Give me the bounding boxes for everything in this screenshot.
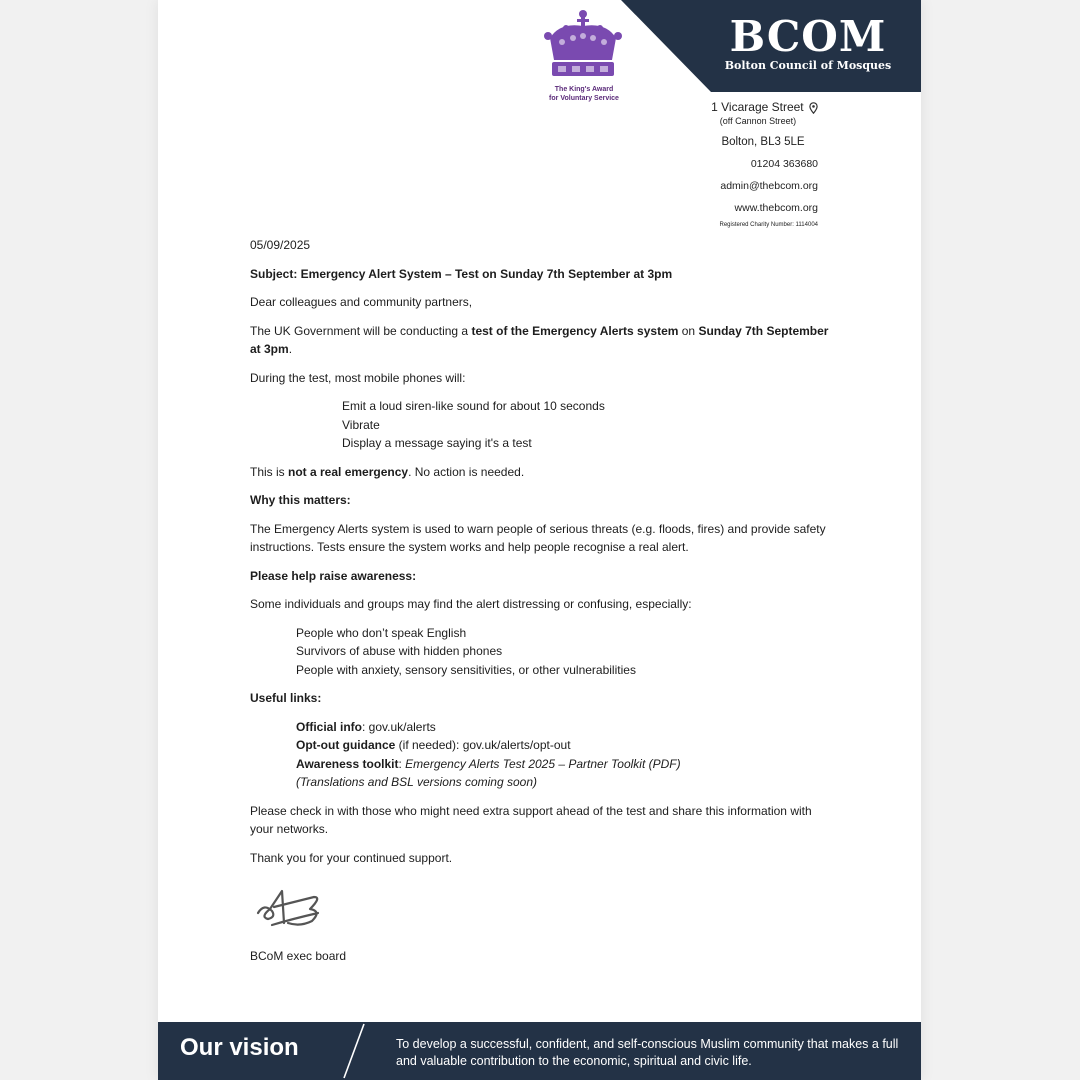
raise-text: Some individuals and groups may find the alert distressing or confusing, especially:	[250, 597, 692, 611]
address-line-1	[638, 100, 818, 116]
intro-mid: on	[678, 323, 699, 338]
intro-bold-2: Sunday 7th September at 3pm	[250, 323, 829, 356]
signature-image	[252, 883, 332, 933]
list-item: Display a message saying it's a test	[342, 436, 532, 450]
during-text: During the test, most mobile phones will:	[250, 370, 466, 385]
footer-divider	[338, 1022, 368, 1080]
link-value: (if needed): gov.uk/alerts/opt-out	[395, 738, 571, 752]
crown-award-logo	[540, 8, 626, 86]
footer-text: To develop a successful, confident, and self-conscious Muslim community that makes a full and valuable contribution to the economic, spiritual and civic life.	[396, 1037, 899, 1068]
intro-end: .	[288, 342, 293, 356]
intro-pre: The UK Government will be conducting a	[250, 323, 472, 338]
signoff: BCoM exec board	[250, 948, 347, 963]
toolkit-note: (Translations and BSL versions coming soon)	[296, 775, 538, 789]
thanks-text: Thank you for your continued support.	[250, 850, 453, 865]
intro-bold-1: test of the Emergency Alerts system	[471, 323, 679, 338]
not-real-pre: This is	[250, 464, 289, 479]
award-line-1: The King's Award	[554, 86, 614, 93]
link-toolkit[interactable]	[296, 755, 830, 774]
link-value: Emergency Alerts Test 2025 – Partner Toolkit (PDF)	[405, 756, 681, 771]
list-item: Vibrate	[342, 417, 380, 432]
link-sep: :	[398, 756, 406, 771]
phone-number: 01204 363680	[750, 158, 818, 170]
link-value: : gov.uk/alerts	[362, 719, 436, 734]
address-block	[638, 100, 818, 232]
list-item: People who don’t speak English	[296, 625, 467, 640]
bcom-logo	[713, 14, 903, 72]
footer-title: Our vision	[180, 1034, 299, 1061]
links-list	[296, 718, 830, 792]
logo-sub: Bolton Council of Mosques	[724, 59, 892, 72]
letter-body	[250, 236, 830, 975]
links-heading: Useful links:	[250, 691, 322, 705]
not-real-paragraph	[250, 463, 830, 482]
list-item: Survivors of abuse with hidden phones	[296, 644, 503, 658]
why-heading: Why this matters:	[250, 493, 351, 507]
link-opt-out[interactable]	[296, 736, 830, 755]
location-pin-icon	[809, 102, 818, 114]
link-label: Awareness toolkit	[296, 756, 399, 771]
letter-date: 05/09/2025	[250, 238, 311, 252]
email-address[interactable]: admin@thebcom.org	[720, 180, 818, 192]
link-label: Official info	[296, 719, 362, 734]
address-line-2: (off Cannon Street)	[719, 116, 797, 126]
raise-heading: Please help raise awareness:	[250, 568, 417, 583]
check-in-text: Please check in with those who might need extra support ahead of the test and share this information with your networks.	[250, 803, 812, 836]
not-real-post: . No action is needed.	[408, 464, 525, 479]
letter-page	[158, 0, 921, 1080]
phone-behaviour-list	[342, 397, 830, 453]
list-item: Emit a loud siren-like sound for about 10 seconds	[342, 399, 605, 413]
letter-greeting: Dear colleagues and community partners,	[250, 295, 473, 309]
not-real-bold: not a real emergency	[288, 464, 409, 479]
address-street: 1 Vicarage Street	[711, 100, 804, 114]
website[interactable]: www.thebcom.org	[734, 202, 818, 214]
intro-paragraph	[250, 322, 830, 359]
link-label: Opt-out guidance	[296, 738, 396, 752]
groups-list	[296, 624, 830, 680]
award-line-2: for Voluntary Service	[549, 95, 619, 102]
award-caption	[541, 85, 627, 103]
address-line-3: Bolton, BL3 5LE	[721, 136, 805, 148]
why-text: The Emergency Alerts system is used to warn people of serious threats (e.g. floods, fires) and provide safety instructions. Tests ensure the system works and help people recognise a real alert.	[250, 521, 826, 554]
link-official-info[interactable]	[296, 718, 830, 737]
list-item: People with anxiety, sensory sensitivities, or other vulnerabilities	[296, 662, 636, 677]
letter-subject: Subject: Emergency Alert System – Test on Sunday 7th September at 3pm	[250, 266, 673, 281]
vision-footer	[158, 1022, 921, 1080]
charity-number: Registered Charity Number: 1114004	[719, 222, 818, 228]
logo-main: BCOM	[729, 12, 887, 61]
